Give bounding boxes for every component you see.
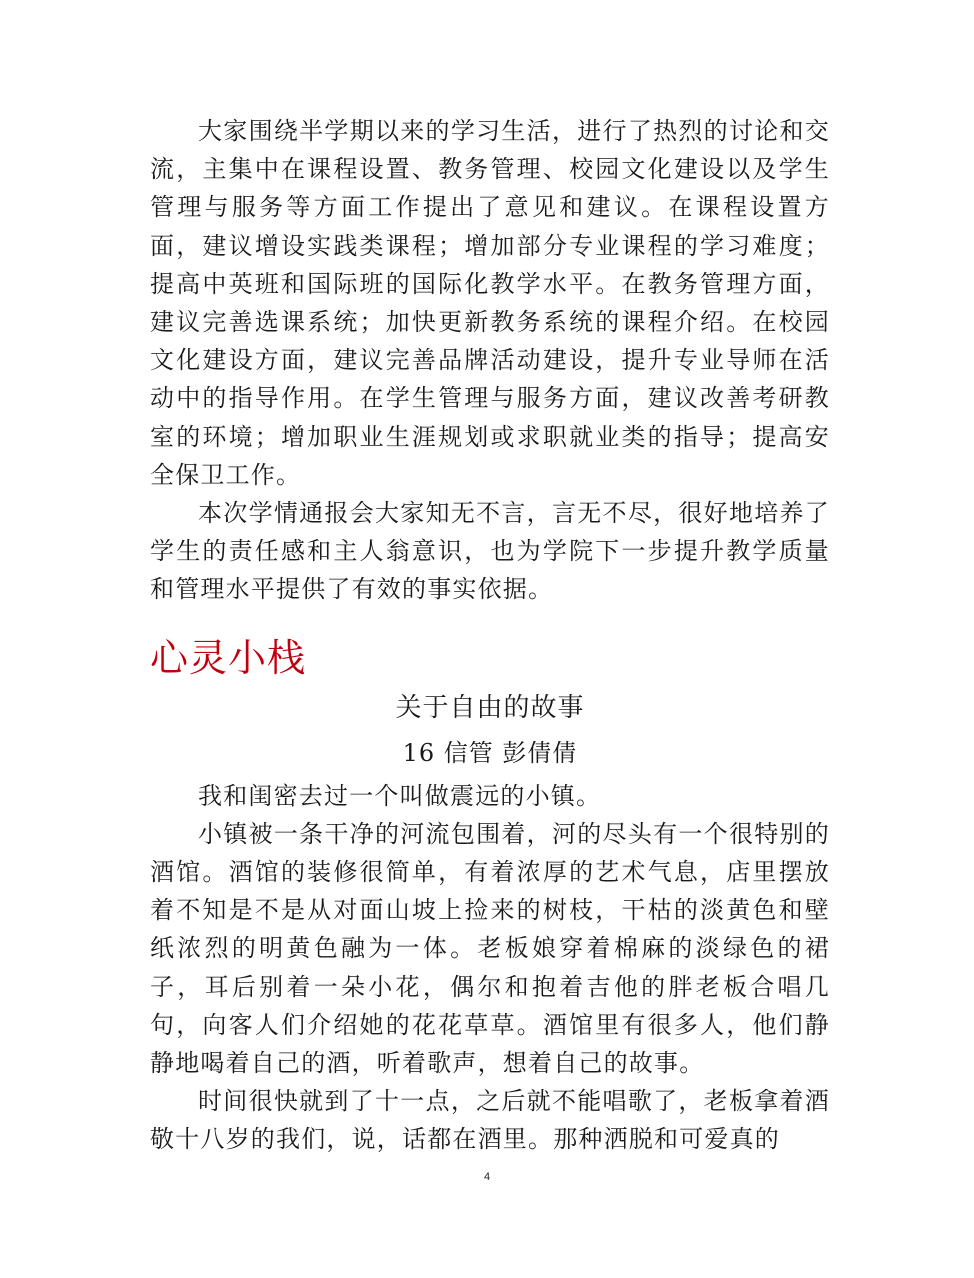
- article-paragraph-2: 小镇被一条干净的河流包围着，河的尽头有一个很特别的酒馆。酒馆的装修很简单，有着浓厚的艺术气息，店里摆放着不知是不是从对面山坡上捡来的树枝，干枯的淡黄色和壁纸浓烈的明黄色融为一体。老板娘穿着棉麻的淡绿色的裙子，耳后别着一朵小花，偶尔和抱着吉他的胖老板合唱几句，向客人们介绍她的花花草草。酒馆里有很多人，他们静静地喝着自己的酒，听着歌声，想着自己的故事。: [150, 819, 830, 1078]
- report-paragraph-2: 本次学情通报会大家知无不言，言无不尽，很好地培养了学生的责任感和主人翁意识，也为学院下一步提升教学质量和管理水平提供了有效的事实依据。: [150, 499, 830, 604]
- section-heading: 心灵小栈: [150, 635, 307, 680]
- article-paragraph-3: 时间很快就到了十一点，之后就不能唱歌了，老板拿着酒敬十八岁的我们，说，话都在酒里。那种洒脱和可爱真的: [150, 1087, 830, 1154]
- article-title: 关于自由的故事: [395, 692, 585, 723]
- article-paragraph-1: 我和闺密去过一个叫做震远的小镇。: [198, 781, 602, 810]
- report-paragraph-1: 大家围绕半学期以来的学习生活，进行了热烈的讨论和交流，主集中在课程设置、教务管理、校园文化建设以及学生管理与服务等方面工作提出了意见和建议。在课程设置方面，建议增设实践类课程；增加部分专业课程的学习难度；提高中英班和国际班的国际化教学水平。在教务管理方面，建议完善选课系统；加快更新教务系统的课程介绍。在校园文化建设方面，建议完善品牌活动建设，提升专业导师在活动中的指导作用。在学生管理与服务方面，建议改善考研教室的环境；增加职业生涯规划或求职就业类的指导；提高安全保卫工作。: [150, 117, 830, 489]
- document-page: [150, 112, 830, 1159]
- article-byline: 16 信管 彭倩倩: [402, 738, 578, 767]
- page-number: 4: [483, 1171, 491, 1183]
